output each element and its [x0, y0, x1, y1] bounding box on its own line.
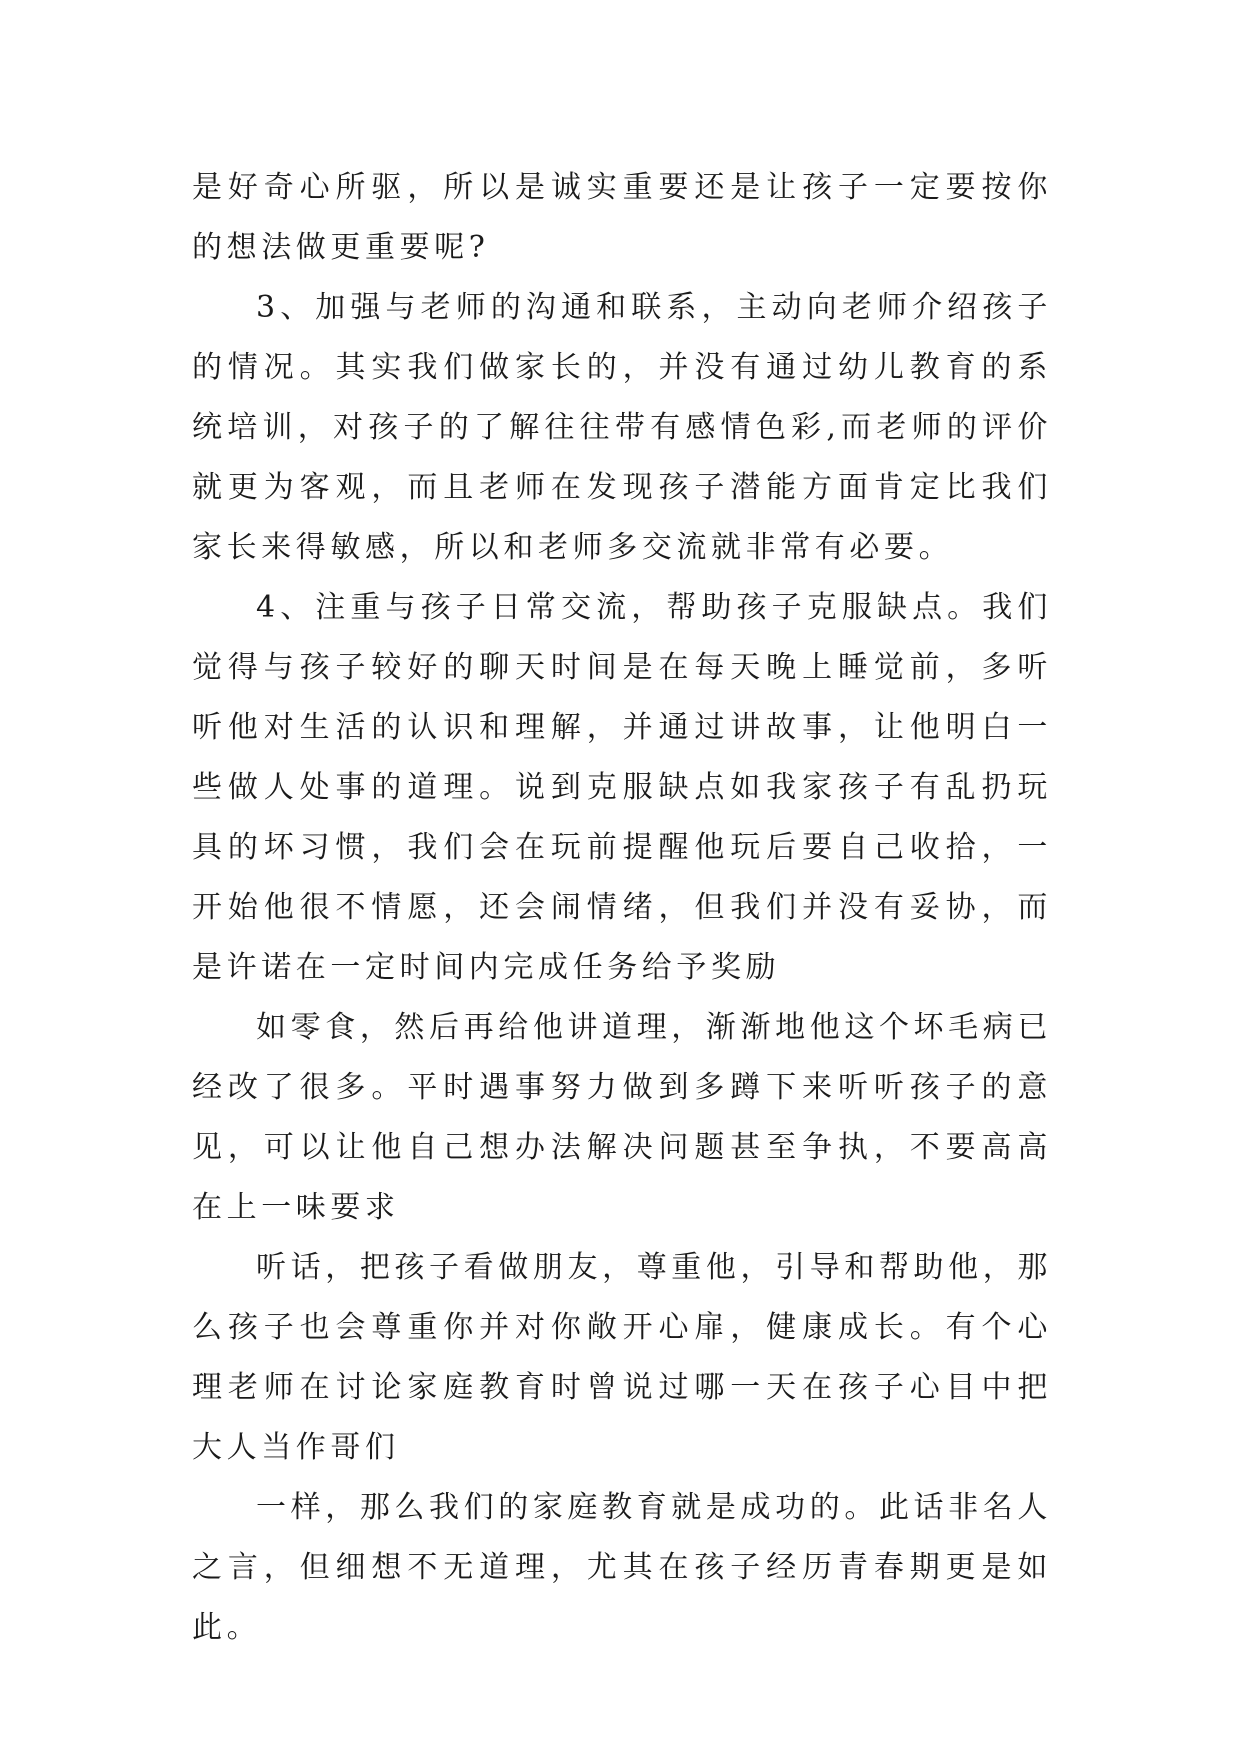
paragraph-treat-as-friend: 听话，把孩子看做朋友，尊重他，引导和帮助他，那么孩子也会尊重你并对你敞开心扉，健康成长。有个心理老师在讨论家庭教育时曾说过哪一天在孩子心目中把大人当作哥们 [192, 1250, 1052, 1465]
paragraph-continuation-honesty: 是好奇心所驱，所以是诚实重要还是让孩子一定要按你的想法做更重要呢? [192, 170, 1052, 265]
paragraph-daily-communication: 4、注重与孩子日常交流，帮助孩子克服缺点。我们觉得与孩子较好的聊天时间是在每天晚上睡觉前，多听听他对生活的认识和理解，并通过讲故事，让他明白一些做人处事的道理。说到克服缺点如我家孩子有乱扔玩具的坏习惯，我们会在玩前提醒他玩后要自己收拾，一开始他很不情愿，还会闹情绪，但我们并没有妥协，而是许诺在一定时间内完成任务给予奖励 [192, 590, 1052, 985]
paragraph-family-education-success: 一样，那么我们的家庭教育就是成功的。此话非名人之言，但细想不无道理，尤其在孩子经历青春期更是如此。 [192, 1490, 1052, 1645]
paragraph-snacks-reasoning: 如零食，然后再给他讲道理，渐渐地他这个坏毛病已经改了很多。平时遇事努力做到多蹲下来听听孩子的意见，可以让他自己想办法解决问题甚至争执，不要高高在上一味要求 [192, 1010, 1052, 1225]
paragraph-teacher-communication: 3、加强与老师的沟通和联系，主动向老师介绍孩子的情况。其实我们做家长的，并没有通过幼儿教育的系统培训，对孩子的了解往往带有感情色彩,而老师的评价就更为客观，而且老师在发现孩子潜能方面肯定比我们家长来得敏感，所以和老师多交流就非常有必要。 [192, 290, 1052, 565]
document-body [192, 158, 1052, 1658]
